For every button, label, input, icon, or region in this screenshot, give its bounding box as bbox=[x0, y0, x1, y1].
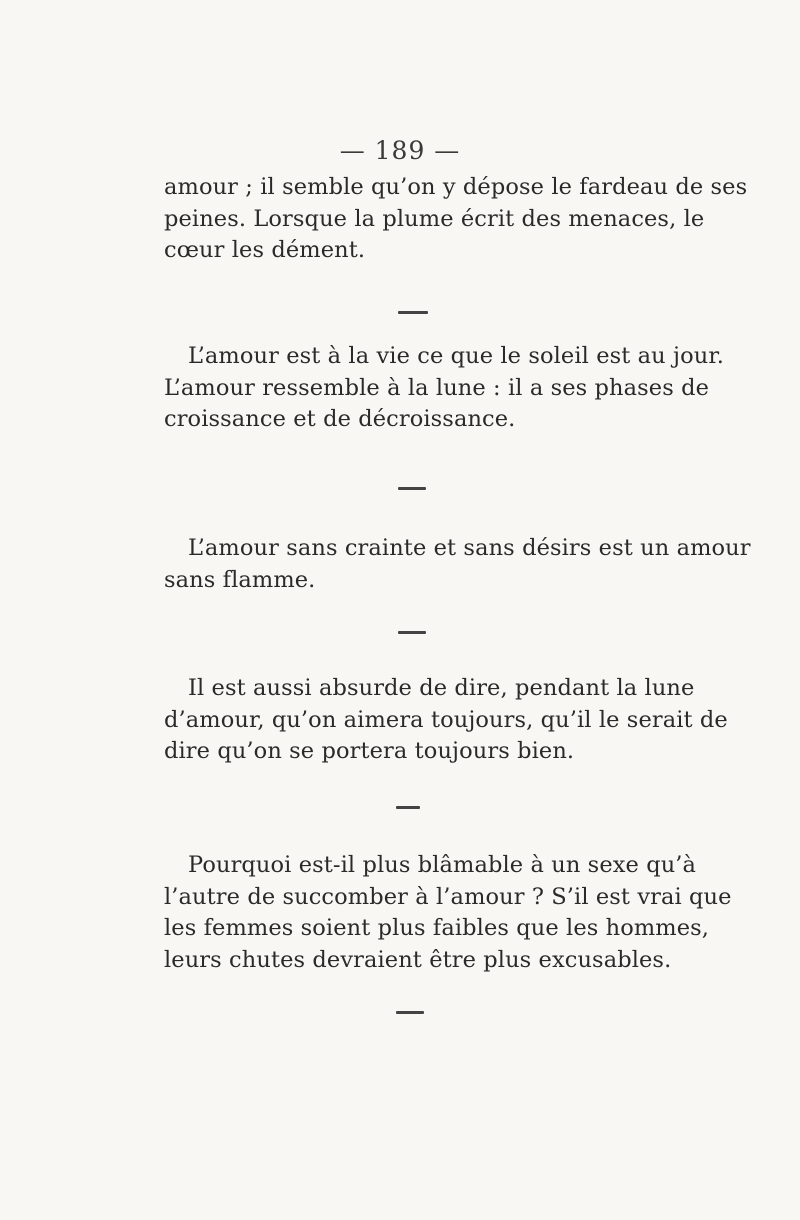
section-separator bbox=[396, 1011, 424, 1014]
section-separator bbox=[398, 487, 426, 490]
page-number: — 189 — bbox=[339, 136, 461, 165]
text-line: Il est aussi absurde de dire, pendant la lune bbox=[188, 675, 695, 701]
text-line: cœur les dément. bbox=[164, 237, 366, 263]
text-line: d’amour, qu’on aimera toujours, qu’il le serait de bbox=[164, 706, 728, 733]
text-line: dire qu’on se portera toujours bien. bbox=[164, 738, 575, 764]
section-separator bbox=[396, 806, 420, 809]
text-line: L’amour est à la vie ce que le soleil est au jour. bbox=[188, 343, 724, 369]
text-line: L’amour sans crainte et sans désirs est un amour bbox=[188, 535, 751, 561]
section-separator bbox=[398, 631, 426, 634]
text-line: amour ; il semble qu’on y dépose le fardeau de ses bbox=[164, 174, 748, 200]
paragraph bbox=[164, 673, 728, 768]
text-line: l’autre de succomber à l’amour ? S’il est vrai que bbox=[164, 883, 732, 910]
text-line: les femmes soient plus faibles que les hommes, bbox=[164, 915, 710, 941]
text-line: L’amour ressemble à la lune : il a ses phases de bbox=[164, 374, 710, 401]
paragraph bbox=[164, 341, 724, 436]
text-line: peines. Lorsque la plume écrit des menaces, le bbox=[164, 205, 705, 232]
paragraph bbox=[164, 172, 748, 267]
paragraph bbox=[164, 850, 732, 976]
text-line: leurs chutes devraient être plus excusables. bbox=[164, 946, 672, 973]
text-line: sans flamme. bbox=[164, 566, 316, 593]
text-line: croissance et de décroissance. bbox=[164, 406, 516, 432]
paragraph bbox=[164, 533, 751, 596]
section-separator bbox=[398, 311, 428, 314]
text-line: Pourquoi est-il plus blâmable à un sexe qu’à bbox=[188, 852, 697, 878]
